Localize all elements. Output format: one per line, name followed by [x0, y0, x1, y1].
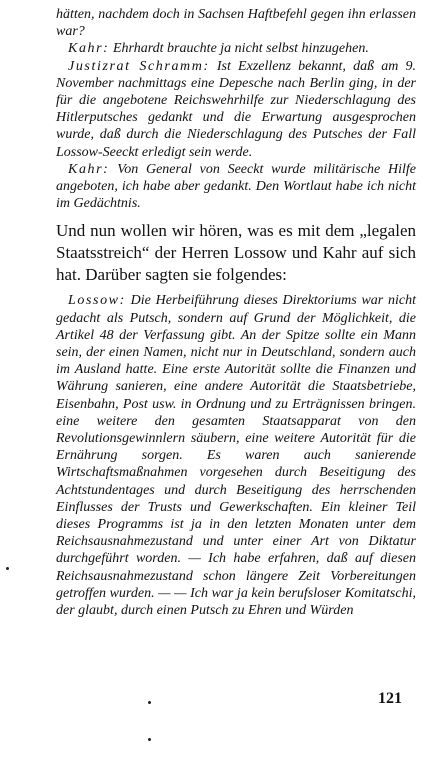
main-paragraph-block — [56, 220, 416, 286]
paragraph-text: Von General von Seeckt wurde militärische Hilfe angeboten, ich habe aber gedankt. Den Wortlaut habe ich nicht im Gedächtnis. — [56, 161, 416, 212]
ink-speck — [148, 738, 151, 741]
speaker-name: Justizrat Schramm: — [68, 58, 210, 74]
ink-speck — [148, 701, 151, 704]
paragraph-text: Ehrhardt brauchte ja nicht selbst hinzugehen. — [109, 41, 369, 57]
testimony-paragraph — [56, 58, 416, 161]
quote-paragraph — [56, 292, 416, 619]
paragraph-text: Ist Exzellenz bekannt, daß am 9. November nachmittags eine Depesche nach Berlin ging, in der für die angebotene Reichswehrhilfe zur Niederschlagung des Hitlerputsches gedankt und die Erwartung ausgesprochen wurde, daß durch die Niederschlagung des Putsches der Fall Lossow-Seeckt erledigt sein werde. — [56, 58, 416, 160]
testimony-paragraph — [56, 161, 416, 213]
speaker-name: Lossow: — [68, 293, 126, 309]
speaker-name: Kahr: — [68, 41, 110, 57]
paragraph-text: Die Herbeiführung dieses Direktoriums war nicht gedacht als Putsch, sondern auf Grund der Möglichkeit, die Artikel 48 der Verfassung gibt. An der Spitze sollte ein Mann sein, der einen Namen, nicht nur in Deutschland, sondern auch im Ausland hatte. Eine erste Autorität sollte die Finanzen und Währung sanieren, eine andere Autorität die Staatsbetriebe, Eisenbahn, Post usw. in Ordnung und zu Erträgnissen bringen. eine weitere den gesamten Staatsapparat von den Revolutionsgewinnlern säubern, eine weitere Autorität für die Ernährung sorgen. Es waren auch sanierende Wirtschaftsmaßnahmen vorgesehen durch Beseitigung des Achtstundentages und durch Beseitigung des herrschenden Einflusses der Trusts und Gewerkschaften. Ein kleiner Teil dieses Programms ist ja in den letzten Monaten unter dem Reichsausnahmezustand und unter einer Art von Diktatur durchgeführt worden. — Ich habe erfahren, daß auf diesen Reichsausnahmezustand schon längere Zeit Vorbereitungen getroffen wurden. — — Ich war ja kein berufsloser Komitatschi, der glaubt, durch einen Putsch zu Ehren und Würden — [56, 293, 416, 619]
page-body — [56, 6, 416, 619]
main-paragraph: Und nun wollen wir hören, was es mit dem „legalen Staatsstreich“ der Herren Lossow und Kahr auf sich hat. Darüber sagten sie folgendes: — [56, 221, 416, 285]
page-number: 121 — [378, 690, 402, 707]
testimony-paragraph — [56, 40, 416, 57]
quote-block — [56, 292, 416, 619]
testimony-paragraph — [56, 6, 416, 40]
ink-speck — [6, 567, 9, 570]
speaker-name: Kahr: — [68, 161, 110, 177]
paragraph-text: hätten, nachdem doch in Sachsen Haftbefehl gegen ihn erlassen war? — [56, 7, 416, 40]
testimony-block — [56, 6, 416, 212]
